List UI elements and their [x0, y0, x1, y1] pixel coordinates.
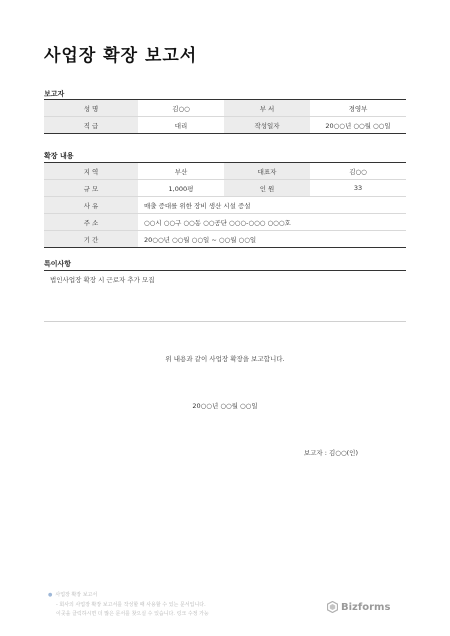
- footer-line-description: - 회사의 사업장 확장 보고서를 작성할 때 사용할 수 있는 문서입니다.: [56, 601, 206, 608]
- scale-value: 1,000평: [138, 180, 224, 197]
- section-heading-expansion: 확장 내용: [44, 152, 74, 160]
- department-label: 부 서: [224, 100, 310, 117]
- section-heading-notes: 특이사항: [44, 260, 72, 268]
- table-row: [44, 117, 406, 134]
- rank-label: 직 급: [44, 117, 138, 134]
- reporter-table: [44, 99, 406, 134]
- headcount-label: 인 원: [224, 180, 310, 197]
- notes-box: [44, 270, 406, 322]
- closing-date: 20○○년 ○○월 ○○일: [192, 402, 258, 410]
- region-label: 지 역: [44, 163, 138, 180]
- footer-notes: [48, 591, 209, 620]
- table-row: [44, 180, 406, 197]
- name-value: 김○○: [138, 100, 224, 117]
- representative-value: 김○○: [310, 163, 406, 180]
- table-row: [44, 163, 406, 180]
- period-value: 20○○년 ○○월 ○○일 ~ ○○월 ○○일: [144, 235, 257, 244]
- table-row: [44, 100, 406, 117]
- region-value: 부산: [138, 163, 224, 180]
- reporter-signature: 보고자 : 김○○(인): [303, 449, 358, 457]
- address-value: ○○시 ○○구 ○○동 ○○공단 ○○○-○○○ ○○○호: [138, 214, 406, 231]
- department-value: 경영부: [310, 100, 406, 117]
- period-label: 기 간: [44, 231, 138, 248]
- headcount-value: 33: [310, 180, 406, 197]
- reason-value: 매출 증대를 위한 장비 생산 시설 증설: [138, 197, 406, 214]
- written-date-label: 작성일자: [224, 117, 310, 134]
- table-row: [44, 214, 406, 231]
- name-label: 성 명: [44, 100, 138, 117]
- scale-label: 규 모: [44, 180, 138, 197]
- table-row: [44, 231, 406, 248]
- written-date-value: 20○○년 ○○월 ○○일: [325, 121, 391, 130]
- rank-value: 대리: [174, 121, 188, 130]
- page-title: 사업장 확장 보고서: [44, 46, 198, 66]
- reason-label: 사 유: [44, 197, 138, 214]
- footer-link[interactable]: 이곳을 클릭하시면 더 많은 문서를 찾으실 수 있습니다. 링크 수정 가능: [56, 611, 209, 617]
- section-heading-reporter: 보고자: [44, 90, 65, 98]
- representative-label: 대표자: [224, 163, 310, 180]
- bullet-icon: ●: [48, 592, 53, 598]
- closing-statement: 위 내용과 같이 사업장 확장을 보고합니다.: [165, 355, 285, 363]
- bizforms-logo-text: Bizforms: [341, 601, 391, 613]
- bizforms-logo-icon: [327, 601, 338, 613]
- footer-line-title: ● 사업장 확장 보고서: [48, 592, 98, 598]
- notes-text: 법인사업장 확장 시 근로자 추가 모집: [50, 276, 155, 284]
- expansion-table: [44, 162, 406, 248]
- bizforms-logo: [327, 601, 390, 613]
- table-row: [44, 197, 406, 214]
- address-label: 주 소: [44, 214, 138, 231]
